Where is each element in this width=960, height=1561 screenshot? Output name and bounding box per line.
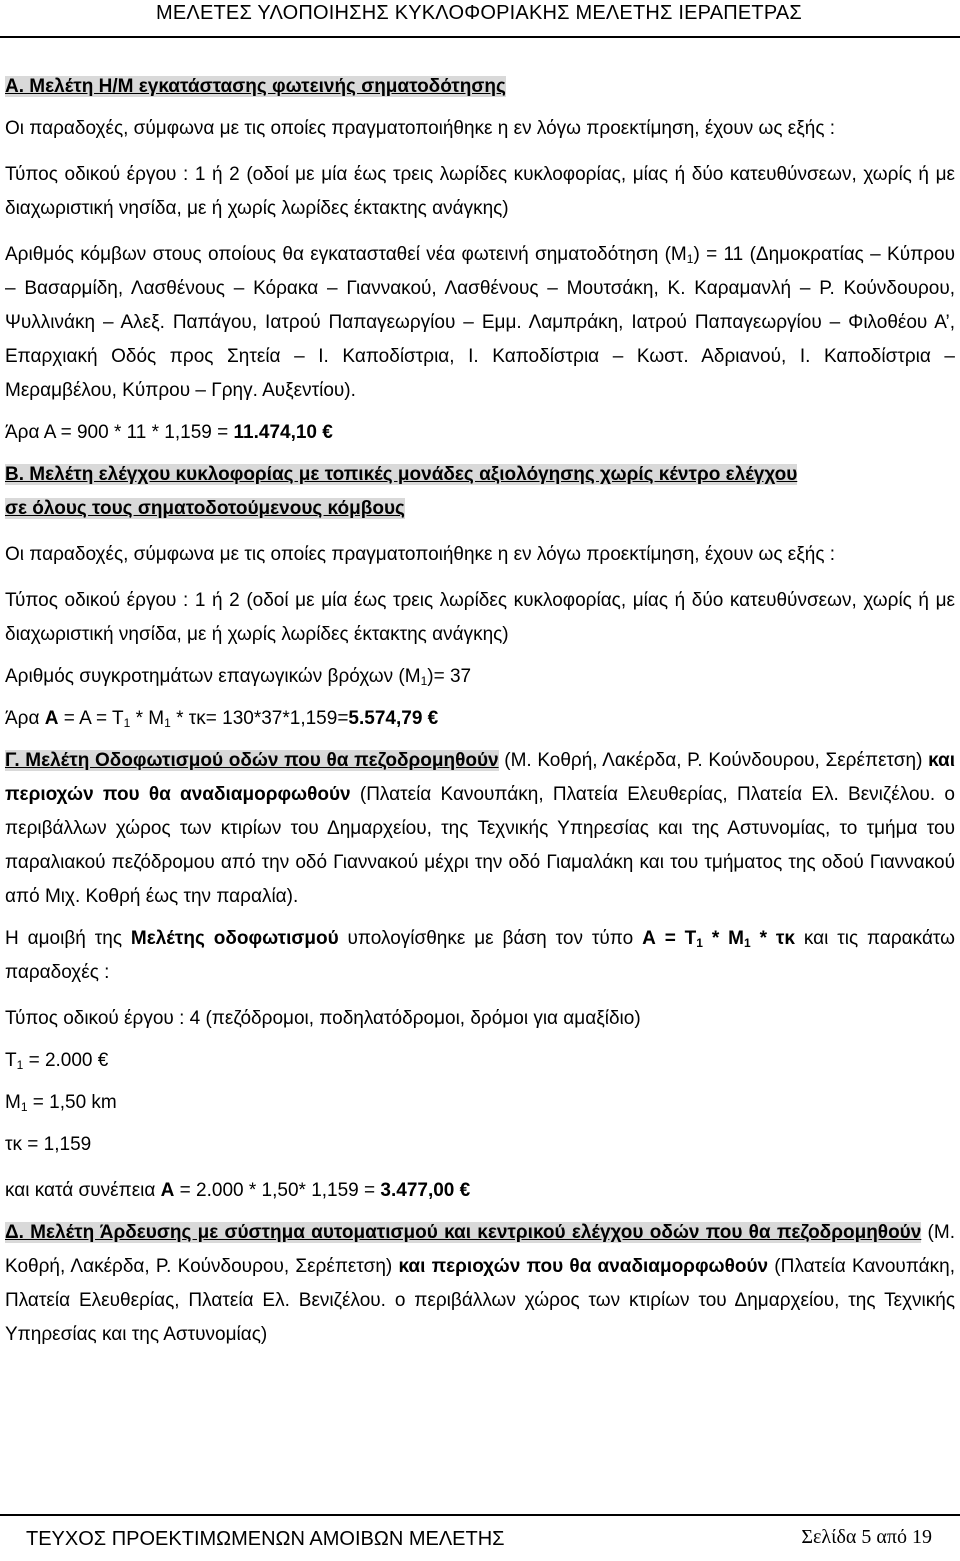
section-c-road-type: Τύπος οδικού έργου : 4 (πεζόδρομοι, ποδηλατόδρομοι, δρόμοι για αμαξίδιο) xyxy=(5,1008,641,1029)
section-d-body: Δ. Μελέτη Άρδευσης με σύστημα αυτοματισμού και κεντρικού ελέγχου οδών που θα πεζοδρομηθούν (Μ. Κοθρή, Λακέρδα, Ρ. Κούνδουρου, Σερέπετση) και περιοχών που θα αναδιαμορφωθούν (Πλατεία Κανουπάκη, Πλατεία Ελευθερίας, Πλατεία Ελ. Βενιζέλου. ο περιβάλλων χώρος των κτιρίων του Δημαρχείου, της Τεχνικής Υπηρεσίας και της Αστυνομίας) xyxy=(5,1222,955,1345)
section-a-assumptions: Οι παραδοχές, σύμφωνα με τις οποίες πραγματοποιήθηκε η εν λόγω προεκτίμηση, έχουν ως εξής : xyxy=(5,118,836,139)
page-footer xyxy=(0,1510,960,1561)
section-b-road-type: Τύπος οδικού έργου : 1 ή 2 (οδοί με μία έως τρεις λωρίδες κυκλοφορίας, μίας ή δύο κατευθύνσεων, χωρίς ή με διαχωριστική νησίδα, με ή χωρίς λωρίδες έκτακτης ανάγκης) xyxy=(5,590,955,645)
section-c-fee-basis: Η αμοιβή της Μελέτης οδοφωτισμού υπολογίσθηκε με βάση τον τύπο $A = T_1 * M_1 * \tau\kappa$ και τις παρακάτω παραδοχές : xyxy=(5,928,955,983)
section-b-heading: Β. Μελέτη ελέγχου κυκλοφορίας με τοπικές μονάδες αξιολόγησης χωρίς κέντρο ελέγχου σε όλους τους σηματοδοτούμενους κόμβους xyxy=(5,464,798,519)
footer-document-title: ΤΕΥΧΟΣ ΠΡΟΕΚΤΙΜΩΜΕΝΩΝ ΑΜΟΙΒΩΝ ΜΕΛΕΤΗΣ xyxy=(26,1528,505,1550)
section-a-nodes: Αριθμός κόμβων στους οποίους θα εγκατασταθεί νέα φωτεινή σηματοδότηση $(M_1) = 11$ (Δημοκρατίας – Κύπρου – Βασαρμίδη, Λασθένους – Κόρακα – Γιαννακού, Λασθένους – Μουτσάκη, Κ. Καραμανλή – Ρ. Κούνδουρου, Ψυλλινάκη – Αλεξ. Παπάγου, Ιατρού Παπαγεωργίου – Εμμ. Λαμπράκη, Ιατρού Παπαγεωργίου – Φιλοθέου Α’, Επαρχιακή Οδός προς Σητεία – Ι. Καποδίστρια, Ι. Καποδίστρια – Κωστ. Αδριανού, Ι. Καποδίστρια – Μεραμβέλου, Κύπρου – Γρηγ. Αυξεντίου). xyxy=(5,244,955,401)
section-a-heading: Α. Μελέτη Η/Μ εγκατάστασης φωτεινής σηματοδότησης xyxy=(5,76,506,97)
section-c-m1: $M_1 = 1,50$ km xyxy=(5,1092,117,1114)
document-body xyxy=(5,70,955,1352)
section-d-heading: Δ. Μελέτη Άρδευσης με σύστημα αυτοματισμού και κεντρικού ελέγχου οδών που θα πεζοδρομηθούν xyxy=(5,1222,922,1243)
footer-rule xyxy=(0,1514,960,1516)
section-b-loops: Αριθμός συγκροτημάτων επαγωγικών βρόχων $(M_1)= 37$ xyxy=(5,666,472,688)
section-c-heading: Γ. Μελέτη Οδοφωτισμού οδών που θα πεζοδρομηθούν xyxy=(5,750,499,771)
header-title: ΜΕΛΕΤΕΣ ΥΛΟΠΟΙΗΣΗΣ ΚΥΚΛΟΦΟΡΙΑΚΗΣ ΜΕΛΕΤΗΣ ΙΕΡΑΠΕΤΡΑΣ xyxy=(156,2,802,24)
page-header xyxy=(0,0,960,46)
section-c-tk: τκ = 1,159 xyxy=(5,1134,92,1155)
section-c-result: και κατά συνέπεια Α = 2.000 * 1,50* 1,159 = 3.477,00 € xyxy=(5,1180,471,1201)
section-a-fee: Άρα Α = 900 * 11 * 1,159 = 11.474,10 € xyxy=(5,422,333,443)
section-c-body: Γ. Μελέτη Οδοφωτισμού οδών που θα πεζοδρομηθούν (Μ. Κοθρή, Λακέρδα, Ρ. Κούνδουρου, Σερέπετση) και περιοχών που θα αναδιαμορφωθούν (Πλατεία Κανουπάκη, Πλατεία Ελευθερίας, Πλατεία Ελ. Βενιζέλου. ο περιβάλλων χώρος των κτιρίων του Δημαρχείου, της Τεχνικής Υπηρεσίας και της Αστυνομίας, το τμήμα του παραλιακού πεζόδρομου από την οδό Γιαννακού μέχρι την οδό Γιαμαλάκη και του τμήματος της οδού Γιαννακού από Μιχ. Κοθρή έως την παραλία). xyxy=(5,750,956,907)
section-b-fee: Άρα $A = A = T_1 * M_1 * \tau\kappa= 130*37*1,159=5.574,79$ € xyxy=(5,708,439,730)
section-b-assumptions: Οι παραδοχές, σύμφωνα με τις οποίες πραγματοποιήθηκε η εν λόγω προεκτίμηση, έχουν ως εξής : xyxy=(5,544,836,565)
footer-page-number: Σελίδα 5 από 19 xyxy=(801,1526,932,1548)
section-a-road-type: Τύπος οδικού έργου : 1 ή 2 (οδοί με μία έως τρεις λωρίδες κυκλοφορίας, μίας ή δύο κατευθύνσεων, χωρίς ή με διαχωριστική νησίδα, με ή χωρίς λωρίδες έκτακτης ανάγκης) xyxy=(5,164,955,219)
header-rule xyxy=(0,36,960,38)
section-c-t1: $T_1 = 2.000$ € xyxy=(5,1050,109,1072)
